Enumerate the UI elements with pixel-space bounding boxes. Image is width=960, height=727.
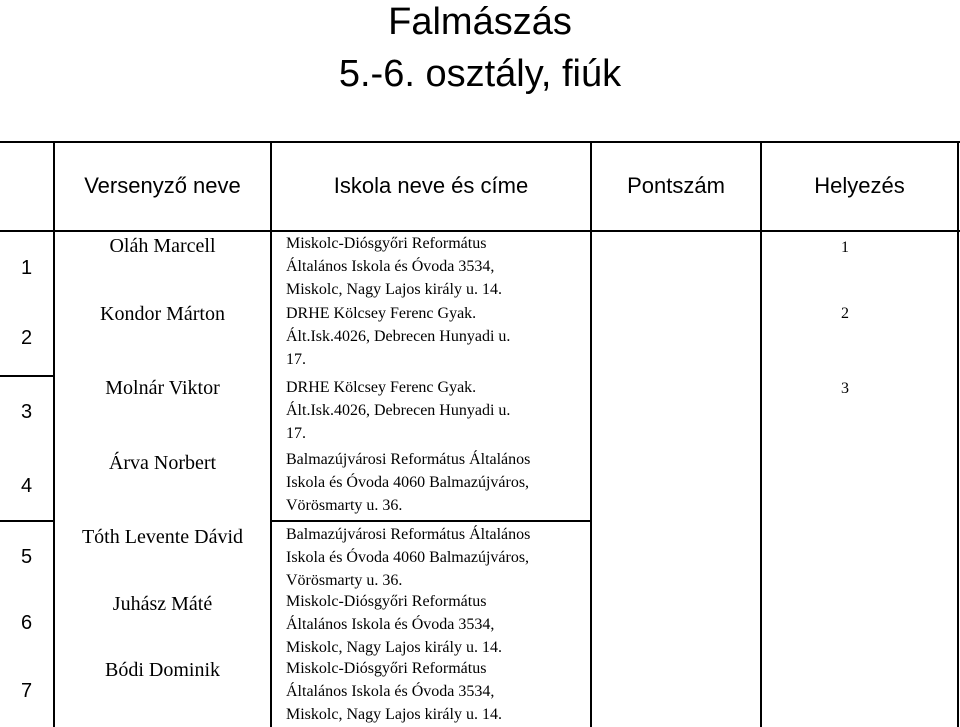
- column-header-name: Versenyző neve: [84, 173, 241, 198]
- school-line: Általános Iskola és Óvoda 3534,: [286, 258, 495, 275]
- column-header-place: Helyezés: [814, 173, 905, 198]
- school-address: [286, 302, 586, 371]
- school-line: Miskolc, Nagy Lajos király u. 14.: [286, 706, 502, 723]
- competitor-name: Bódi Dominik: [104, 659, 220, 681]
- page-subtitle: 5.-6. osztály, fiúk: [338, 53, 622, 95]
- row-number: 6: [20, 612, 33, 634]
- row-number: 7: [20, 680, 33, 702]
- table-col-divider-points: [760, 141, 762, 727]
- table-border-right: [957, 141, 959, 727]
- table-col-divider-school: [590, 141, 592, 727]
- school-line: Iskola és Óvoda 4060 Balmazújváros,: [286, 549, 530, 566]
- school-line: DRHE Kölcsey Ferenc Gyak.: [286, 379, 477, 396]
- school-address: [286, 657, 586, 726]
- competitor-name: Oláh Marcell: [109, 235, 216, 257]
- row-number: 5: [20, 546, 33, 568]
- competitor-name: Molnár Viktor: [105, 377, 220, 399]
- placement: 2: [841, 305, 849, 322]
- school-line: Miskolc, Nagy Lajos király u. 14.: [286, 639, 502, 656]
- column-header-points: Pontszám: [627, 173, 725, 198]
- competitor-name: Tóth Levente Dávid: [81, 526, 244, 548]
- school-line: 17.: [286, 351, 306, 368]
- school-line: Vörösmarty u. 36.: [286, 497, 403, 514]
- school-line: Vörösmarty u. 36.: [286, 572, 403, 589]
- school-line: Balmazújvárosi Református Általános: [286, 451, 531, 468]
- table-group-divider-b: [0, 520, 53, 522]
- school-line: Balmazújvárosi Református Általános: [286, 526, 531, 543]
- table-col-divider-name: [270, 141, 272, 727]
- school-line: Ált.Isk.4026, Debrecen Hunyadi u.: [286, 328, 511, 345]
- school-address: [286, 523, 586, 592]
- column-header-school: Iskola neve és címe: [333, 173, 529, 198]
- row-number: 1: [20, 257, 33, 279]
- school-line: 17.: [286, 425, 306, 442]
- school-address: [286, 448, 586, 517]
- school-address: [286, 232, 586, 301]
- school-line: Általános Iskola és Óvoda 3534,: [286, 683, 495, 700]
- table-col-divider-num: [53, 141, 55, 727]
- school-line: DRHE Kölcsey Ferenc Gyak.: [286, 305, 477, 322]
- page-title: Falmászás: [388, 1, 572, 43]
- school-line: Általános Iskola és Óvoda 3534,: [286, 616, 495, 633]
- school-line: Ált.Isk.4026, Debrecen Hunyadi u.: [286, 402, 511, 419]
- school-line: Miskolc, Nagy Lajos király u. 14.: [286, 281, 502, 298]
- table-group-divider-c: [270, 520, 590, 522]
- school-address: [286, 590, 586, 659]
- school-line: Miskolc-Diósgyőri Református: [286, 235, 487, 252]
- school-line: Iskola és Óvoda 4060 Balmazújváros,: [286, 474, 530, 491]
- row-number: 2: [20, 327, 33, 349]
- placement: 1: [841, 239, 849, 256]
- table-border-top: [0, 141, 960, 143]
- competitor-name: Juhász Máté: [112, 593, 213, 615]
- school-line: Miskolc-Diósgyőri Református: [286, 593, 487, 610]
- competitor-name: Árva Norbert: [108, 452, 217, 474]
- row-number: 4: [20, 475, 33, 497]
- school-line: Miskolc-Diósgyőri Református: [286, 660, 487, 677]
- table-group-divider-a: [0, 375, 53, 377]
- competitor-name: Kondor Márton: [100, 303, 225, 325]
- placement: 3: [841, 380, 849, 397]
- school-address: [286, 376, 586, 445]
- row-number: 3: [20, 401, 33, 423]
